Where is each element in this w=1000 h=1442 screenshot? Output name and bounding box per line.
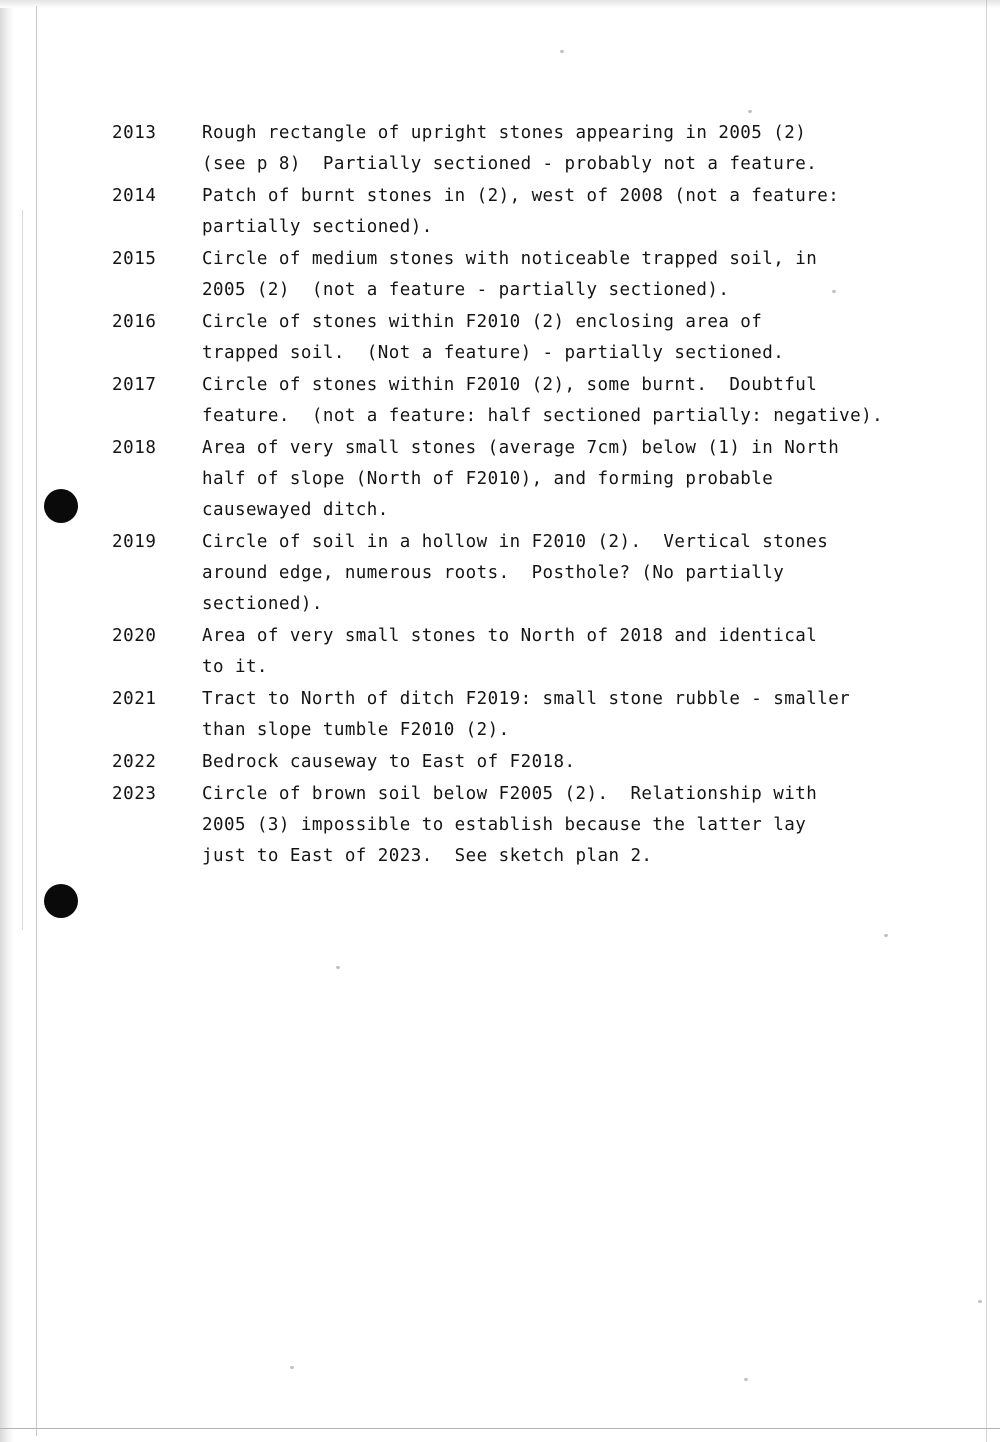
list-item	[112, 118, 972, 180]
scan-speck	[748, 110, 752, 113]
text-line: Circle of stones within F2010 (2) enclosing area of	[202, 312, 763, 332]
text-line: Bedrock causeway to East of F2018.	[202, 752, 576, 772]
context-description	[202, 527, 972, 620]
text-line: just to East of 2023. See sketch plan 2.	[202, 846, 653, 866]
text-line: Patch of burnt stones in (2), west of 2008 (not a feature:	[202, 186, 840, 206]
context-description	[202, 433, 972, 526]
scan-speck	[978, 1300, 982, 1303]
context-description	[202, 370, 972, 432]
scan-artifact-left-line-secondary	[22, 210, 23, 930]
text-line: feature. (not a feature: half sectioned partially: negative).	[202, 406, 884, 426]
context-number: 2022	[112, 752, 157, 772]
context-description	[202, 307, 972, 369]
text-line: trapped soil. (Not a feature) - partially sectioned.	[202, 343, 785, 363]
scan-speck	[290, 1366, 294, 1369]
page-bottom-border	[0, 1428, 1000, 1429]
text-line: sectioned).	[202, 594, 323, 614]
context-number: 2020	[112, 626, 157, 646]
text-line: causewayed ditch.	[202, 500, 389, 520]
list-item	[112, 307, 972, 369]
text-line: partially sectioned).	[202, 217, 433, 237]
page-top-edge-shadow	[0, 0, 1000, 8]
text-line: Circle of brown soil below F2005 (2). Relationship with	[202, 784, 818, 804]
context-number: 2018	[112, 438, 157, 458]
context-number: 2013	[112, 123, 157, 143]
text-line: Circle of stones within F2010 (2), some burnt. Doubtful	[202, 375, 818, 395]
list-item	[112, 779, 972, 872]
text-line: 2005 (2) (not a feature - partially sectioned).	[202, 280, 730, 300]
text-line: to it.	[202, 657, 268, 677]
scan-artifact-left-line	[36, 6, 37, 1436]
scan-speck	[560, 50, 564, 53]
page-left-edge-shadow	[0, 0, 14, 1442]
scan-artifact-right-line	[986, 0, 987, 1442]
list-item	[112, 684, 972, 746]
context-description	[202, 181, 972, 243]
text-line: Area of very small stones to North of 2018 and identical	[202, 626, 818, 646]
list-item	[112, 181, 972, 243]
text-line: around edge, numerous roots. Posthole? (No partially	[202, 563, 785, 583]
hole-punch-icon	[44, 489, 78, 523]
context-description	[202, 244, 972, 306]
context-number: 2016	[112, 312, 157, 332]
context-number: 2021	[112, 689, 157, 709]
text-line: Circle of medium stones with noticeable trapped soil, in	[202, 249, 818, 269]
text-line: (see p 8) Partially sectioned - probably not a feature.	[202, 154, 818, 174]
list-item	[112, 370, 972, 432]
text-line: Rough rectangle of upright stones appearing in 2005 (2)	[202, 123, 807, 143]
context-description	[202, 779, 972, 872]
context-description	[202, 118, 972, 180]
context-description	[202, 747, 972, 778]
text-line: 2005 (3) impossible to establish because the latter lay	[202, 815, 807, 835]
text-line: Circle of soil in a hollow in F2010 (2). Vertical stones	[202, 532, 829, 552]
scan-speck	[744, 1378, 748, 1381]
scan-speck	[884, 934, 888, 937]
context-number: 2015	[112, 249, 157, 269]
scan-speck	[336, 966, 340, 969]
text-line: Tract to North of ditch F2019: small stone rubble - smaller	[202, 689, 851, 709]
text-line: than slope tumble F2010 (2).	[202, 720, 510, 740]
text-line: half of slope (North of F2010), and forming probable	[202, 469, 774, 489]
context-description	[202, 684, 972, 746]
context-number: 2023	[112, 784, 157, 804]
context-entry-list	[112, 118, 972, 873]
context-number: 2014	[112, 186, 157, 206]
context-number: 2017	[112, 375, 157, 395]
list-item	[112, 527, 972, 620]
list-item	[112, 244, 972, 306]
context-number: 2019	[112, 532, 157, 552]
context-description	[202, 621, 972, 683]
list-item	[112, 621, 972, 683]
list-item	[112, 433, 972, 526]
list-item	[112, 747, 972, 778]
text-line: Area of very small stones (average 7cm) below (1) in North	[202, 438, 840, 458]
hole-punch-icon	[44, 884, 78, 918]
